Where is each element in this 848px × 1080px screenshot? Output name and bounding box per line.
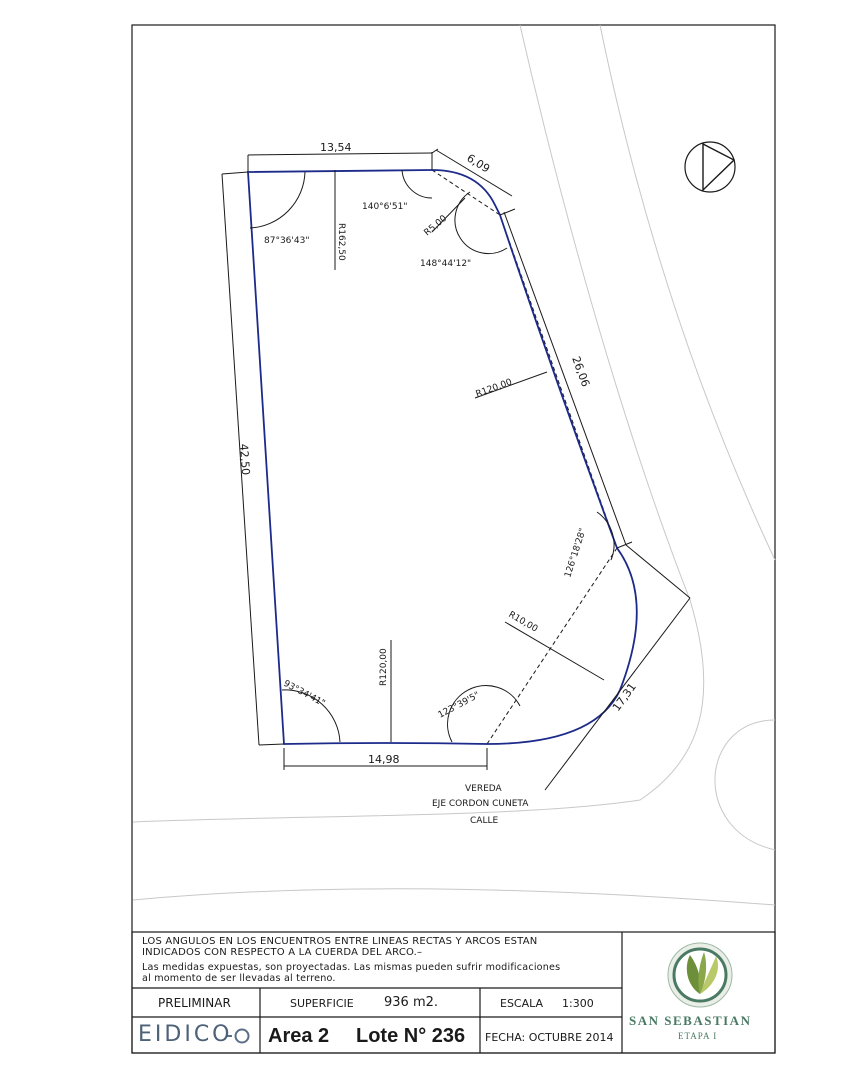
dim-bottom: 14,98 [368, 753, 400, 766]
angle-arcs [250, 170, 614, 742]
radius-leaders [335, 170, 604, 742]
street-curves [133, 25, 775, 905]
note-line-1: LOS ANGULOS EN LOS ENCUENTROS ENTRE LINEAS RECTAS Y ARCOS ESTAN [142, 936, 538, 947]
san-sebastian-logo-icon [668, 943, 732, 1007]
radius-right: R120,00 [474, 377, 514, 400]
angle-upper-right: 148°44'12" [420, 259, 472, 269]
area-title: Area 2 [268, 1025, 330, 1047]
angle-top-corner: 140°6'51" [362, 202, 408, 212]
note-line-4: al momento de ser llevadas al terreno. [142, 973, 336, 984]
brand-name: SAN SEBASTIAN [629, 1013, 752, 1028]
date-label: FECHA: OCTUBRE 2014 [485, 1031, 614, 1044]
note-line-2: INDICADOS CON RESPECTO A LA CUERDA DEL ARCO.– [142, 947, 423, 958]
arc-chords [432, 170, 617, 744]
north-arrow-icon [685, 142, 735, 192]
street-label-eje: EJE CORDON CUNETA [432, 799, 529, 809]
surface-value: 936 m2. [384, 995, 439, 1010]
angle-bottom-right: 123°39'5" [436, 690, 482, 721]
brand-stage: ETAPA I [678, 1031, 718, 1041]
dim-right: 26,06 [569, 354, 593, 389]
radius-corner-top: R5,00 [422, 213, 450, 239]
scale-value: 1:300 [562, 997, 594, 1010]
angle-bottom-left: 93°34'41" [281, 678, 327, 710]
radius-corner-bottom: R10,00 [506, 609, 540, 635]
surface-label: SUPERFICIE [290, 997, 354, 1010]
angle-top-left: 87°36'43" [264, 236, 310, 246]
status-label: PRELIMINAR [158, 996, 231, 1010]
scale-label: ESCALA [500, 997, 544, 1010]
sheet-border [132, 25, 775, 1053]
dim-left: 42,50 [237, 443, 253, 476]
street-label-calle: CALLE [470, 816, 499, 826]
lote-title: Lote N° 236 [356, 1025, 466, 1047]
dim-top: 13,54 [320, 141, 352, 154]
company-logo: EIDICO [138, 1022, 233, 1047]
note-line-3: Las medidas expuestas, son proyectadas. Las mismas pueden sufrir modificaciones [142, 962, 561, 973]
street-label-vereda: VEREDA [465, 784, 502, 794]
angle-right: 126°18'28" [563, 527, 589, 579]
dim-chamfer: 6,09 [464, 151, 493, 176]
radius-top: R162,50 [336, 223, 346, 261]
radius-bottom: R120,00 [379, 648, 389, 686]
dim-corner: 17,31 [609, 680, 639, 714]
